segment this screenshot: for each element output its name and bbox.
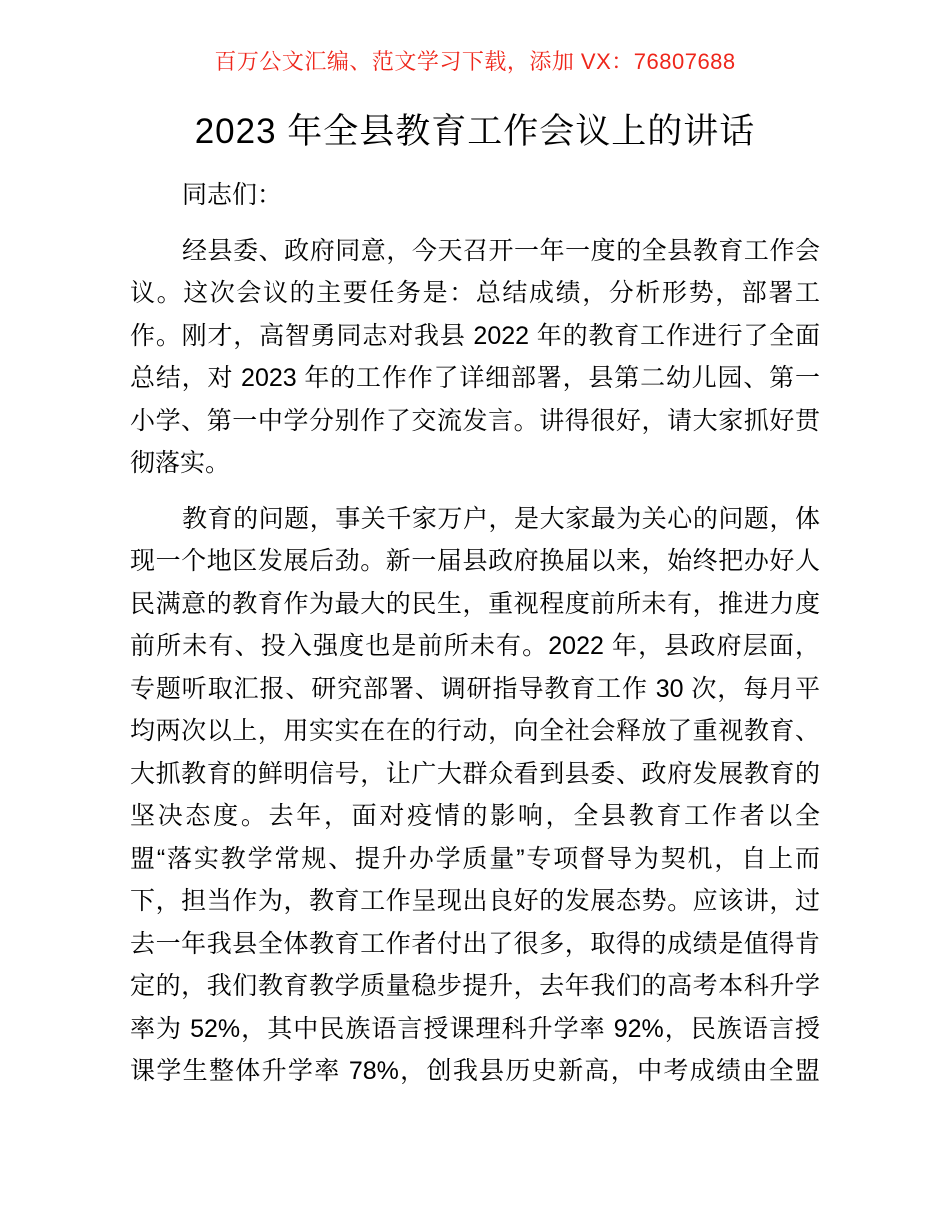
- text-line: 总结，对 2023 年的工作作了详细部署，县第二幼儿园、第一: [130, 364, 820, 392]
- text-line: 专题听取汇报、研究部署、调研指导教育工作 30 次，每月平: [130, 674, 820, 703]
- text-line: 去一年我县全体教育工作者付出了很多，取得的成绩是值得肯: [130, 929, 820, 958]
- document-title: 2023 年全县教育工作会议上的讲话: [194, 112, 756, 151]
- text-line: 定的，我们教育教学质量稳步提升，去年我们的高考本科升学: [130, 972, 820, 1000]
- text-line: 民满意的教育作为最大的民生，重视程度前所未有，推进力度: [130, 589, 820, 618]
- text-line: 前所未有、投入强度也是前所未有。2022 年，县政府层面，: [130, 632, 820, 660]
- text-line: 经县委、政府同意，今天召开一年一度的全县教育工作会: [182, 236, 820, 265]
- text-line: 教育的问题，事关千家万户，是大家最为关心的问题，体: [182, 504, 820, 533]
- text-line: 率为 52%，其中民族语言授课理科升学率 92%，民族语言授: [130, 1014, 820, 1043]
- text-line: 小学、第一中学分别作了交流发言。讲得很好，请大家抓好贯: [130, 406, 820, 435]
- text-line: 盟“落实教学常规、提升办学质量”专项督导为契机，自上而: [130, 844, 820, 873]
- text-line: 下，担当作为，教育工作呈现出良好的发展态势。应该讲，过: [130, 887, 820, 915]
- text-line: 现一个地区发展后劲。新一届县政府换届以来，始终把办好人: [130, 547, 820, 575]
- text-line: 作。刚才，高智勇同志对我县 2022 年的教育工作进行了全面: [130, 321, 820, 350]
- text-line: 彻落实。: [130, 449, 231, 477]
- watermark-text: 百万公文汇编、范文学习下载，添加 VX：76807688: [214, 49, 736, 74]
- document-body: [0, 174, 950, 1093]
- text-line: 大抓教育的鲜明信号，让广大群众看到县委、政府发展教育的: [130, 759, 820, 788]
- paragraph: [130, 230, 820, 485]
- text-line: 议。这次会议的主要任务是：总结成绩，分析形势，部署工: [130, 279, 820, 307]
- paragraph: [130, 174, 820, 217]
- text-line: 坚决态度。去年，面对疫情的影响，全县教育工作者以全: [130, 802, 820, 830]
- paragraph: [130, 498, 820, 1093]
- text-line: 同志们：: [182, 181, 283, 209]
- text-line: 均两次以上，用实实在在的行动，向全社会释放了重视教育、: [130, 717, 820, 745]
- text-line: 课学生整体升学率 78%，创我县历史新高，中考成绩由全盟: [130, 1057, 820, 1085]
